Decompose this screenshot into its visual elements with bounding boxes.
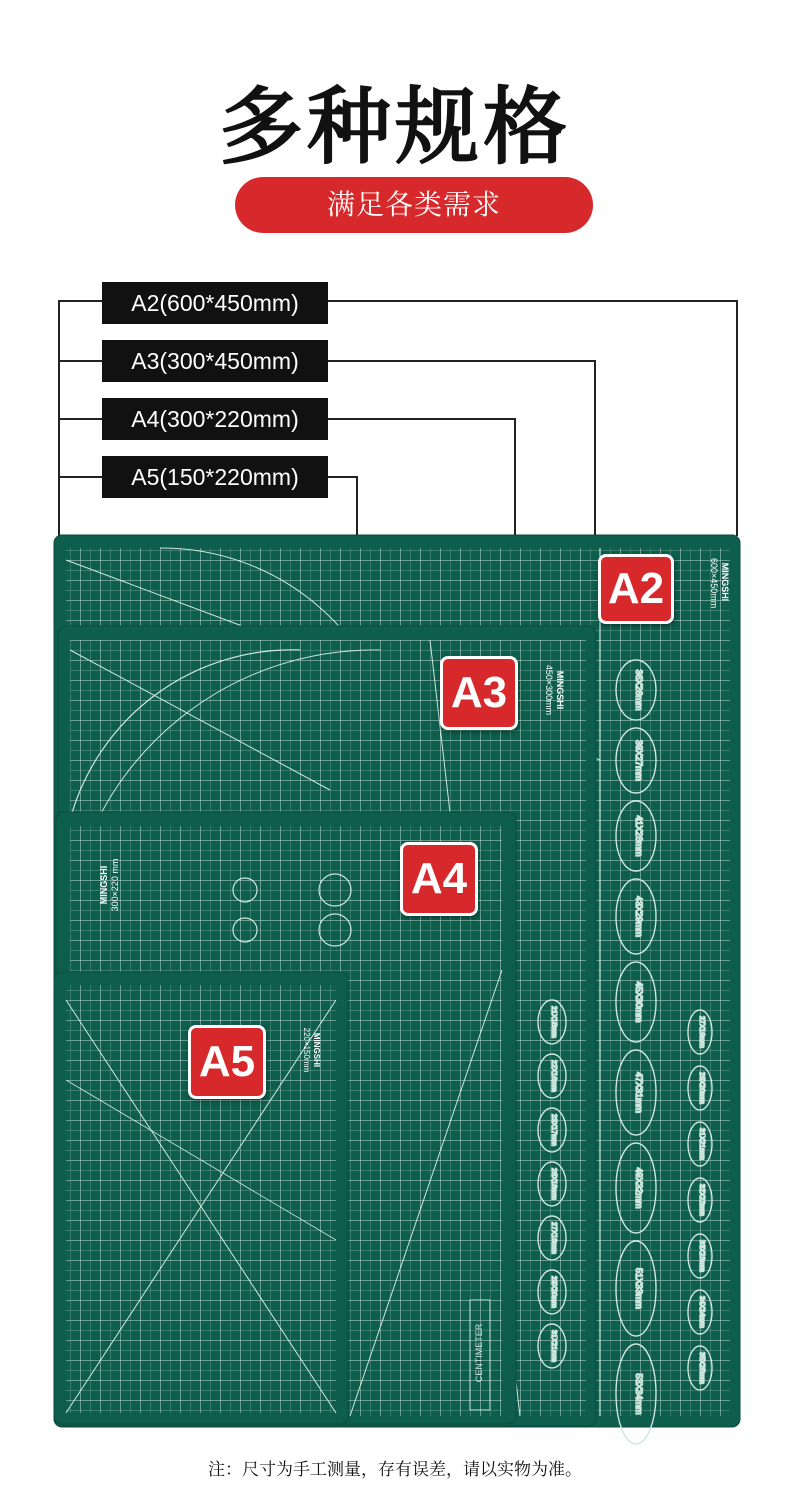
oval-label-small: 27X19mm <box>550 1222 557 1254</box>
oval-label-tiny: 34X24mm <box>698 1296 705 1328</box>
oval-label-tiny: 27X19mm <box>698 1016 705 1048</box>
a2-size-text: 600×450mm <box>709 558 719 609</box>
size-label-a4: A4(300*220mm) <box>102 398 328 440</box>
badge-a4: A4 <box>400 842 478 916</box>
badge-a3: A3 <box>440 656 518 730</box>
oval-label: 53X34mm <box>634 1373 644 1415</box>
size-label-a5: A5(150*220mm) <box>102 456 328 498</box>
a4-brand-name: MINGSHI <box>99 865 109 905</box>
a5-brand-name: MINGSHI <box>312 1032 321 1068</box>
a4-size-text: 300×220 mm <box>110 858 120 912</box>
oval-label-small: 29X20mm <box>550 1276 557 1308</box>
oval-label-tiny: 29X20mm <box>698 1072 705 1104</box>
a5-size-text: 220×150mm <box>302 1027 311 1073</box>
oval-label-tiny: 35X25mm <box>698 1352 705 1384</box>
subtitle-pill: 满足各类需求 <box>235 177 593 233</box>
centimeter-label: CENTIMETER <box>474 1323 484 1383</box>
oval-label: 36X26mm <box>634 669 644 711</box>
oval-label: 43X29mm <box>634 895 644 938</box>
oval-label: 45X30mm <box>634 981 644 1023</box>
oval-label-small: 22X16mm <box>550 1060 557 1092</box>
a4-brand <box>99 845 169 925</box>
oval-label-small: 21X15mm <box>550 1006 557 1038</box>
oval-label: 41X28mm <box>634 815 644 857</box>
a3-size-text: 450×300mm <box>544 664 554 716</box>
a2-brand <box>670 558 730 609</box>
oval-label-tiny: 33X23mm <box>698 1240 705 1272</box>
badge-a5: A5 <box>188 1025 266 1099</box>
footer-note: 注：尺寸为手工测量，存有误差，请以实物为准。 <box>208 1460 582 1480</box>
oval-label-tiny: 31X21mm <box>698 1128 705 1160</box>
oval-label: 39X27mm <box>634 739 644 782</box>
oval-label: 51X33mm <box>634 1267 644 1310</box>
badge-a2: A2 <box>598 554 674 624</box>
a2-brand-name: MINGSHI <box>720 562 730 602</box>
oval-label-small: 23X17mm <box>550 1114 557 1146</box>
oval-label-tiny: 32X22mm <box>698 1184 705 1216</box>
a3-brand-name: MINGSHI <box>555 670 565 710</box>
oval-label-small: 31X21mm <box>550 1330 557 1362</box>
oval-label: 47X31mm <box>634 1071 644 1114</box>
size-label-a3: A3(300*450mm) <box>102 340 328 382</box>
page-title: 多种规格 <box>218 78 571 176</box>
a5-brand <box>281 1015 321 1085</box>
oval-label-small: 26X18mm <box>550 1168 557 1200</box>
size-label-a2: A2(600*450mm) <box>102 282 328 324</box>
oval-label: 49X32mm <box>634 1167 644 1209</box>
